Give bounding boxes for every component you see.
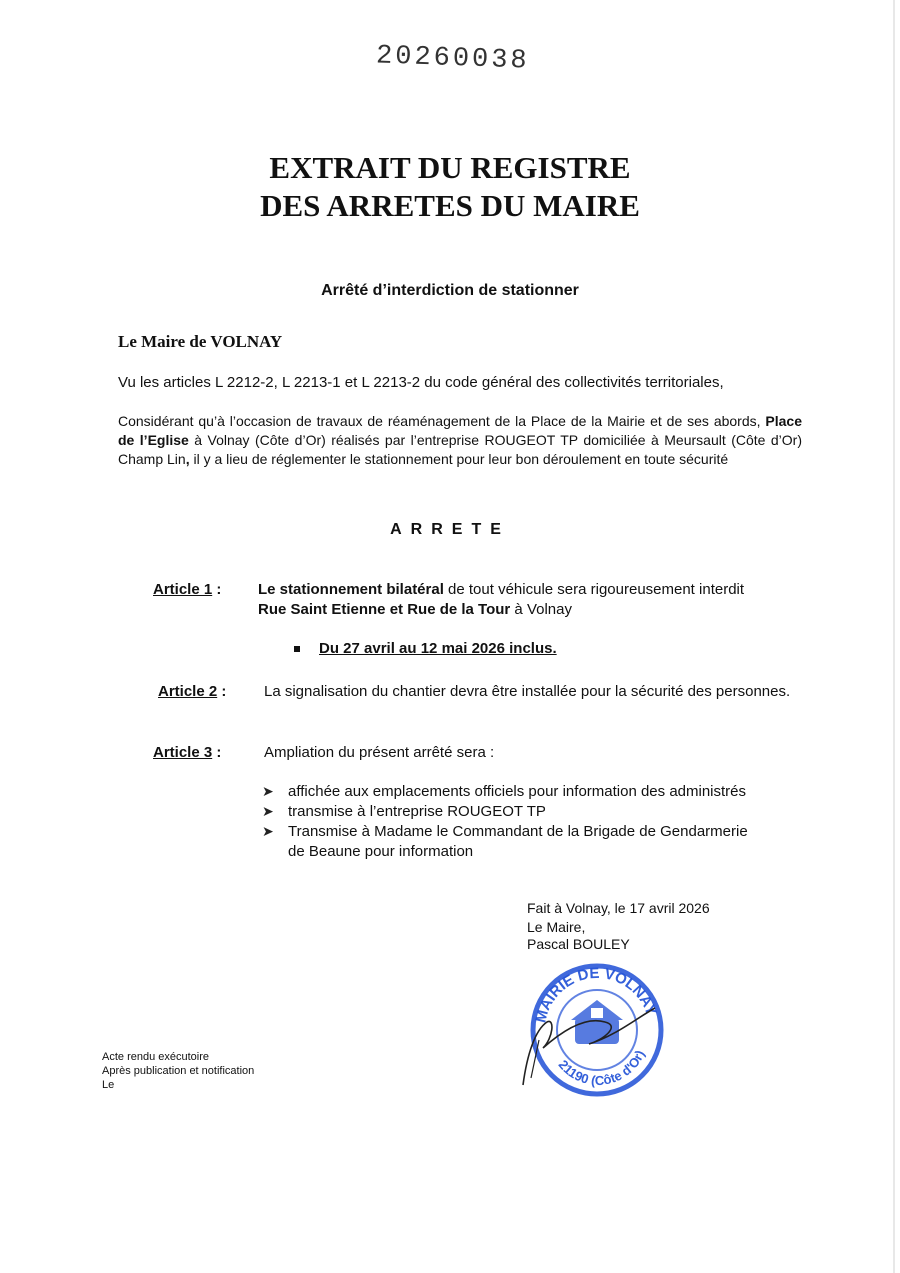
vu-paragraph: Vu les articles L 2212-2, L 2213-1 et L 2213-2 du code général des collectivités territoriales, [118, 374, 724, 391]
ampliation-item-3: Transmise à Madame le Commandant de la Brigade de Gendarmerie [288, 823, 748, 840]
article1-colon: : [212, 581, 222, 598]
registry-number: 20260038 [375, 41, 531, 77]
article2-text: La signalisation du chantier devra être installée pour la sécurité des personnes. [264, 683, 791, 700]
square-bullet-icon [294, 646, 300, 652]
article1-text2: à Volnay [510, 601, 572, 618]
article1-bold1: Le stationnement bilatéral [258, 581, 444, 598]
considerant-comma: , [185, 451, 190, 467]
mayor-seal-stamp [505, 960, 685, 1100]
article1-label-text: Article 1 [153, 581, 213, 598]
signature-place-date: Fait à Volnay, le 17 avril 2026 [527, 900, 710, 916]
article3-label [153, 744, 221, 761]
article1-text1: de tout véhicule sera rigoureusement interdit [443, 581, 745, 598]
document-title-line1: EXTRAIT DU REGISTRE [269, 150, 631, 185]
article2-label [158, 683, 226, 700]
arrete-heading: ARRETE [390, 521, 510, 538]
considerant-part1: Considérant qu’à l’occasion de travaux de réaménagement de la Place de la Mairie et de ses abords, [118, 413, 761, 429]
ampliation-item-3-continued: de Beaune pour information [288, 843, 474, 860]
seal-text-bottom: 21190 (Côte d'Or) [555, 1048, 648, 1089]
mayor-heading: Le Maire de VOLNAY [118, 332, 283, 351]
considerant-paragraph [118, 412, 802, 469]
seal-text-top: MAIRIE DE VOLNAY [532, 964, 660, 1025]
article1-bold2: Rue Saint Etienne et Rue de la Tour [258, 601, 511, 618]
article3-intro: Ampliation du présent arrêté sera : [264, 744, 495, 761]
considerant-part3: il y a lieu de réglementer le stationnement pour leur bon déroulement en toute sécurité [189, 451, 729, 467]
article1-dates: Du 27 avril au 12 mai 2026 inclus. [319, 640, 557, 657]
article1-text [258, 580, 802, 620]
footer-line1: Acte rendu exécutoire [102, 1051, 210, 1063]
footer-line3: Le [102, 1079, 115, 1091]
considerant-part2: à Volnay (Côte d’Or) réalisés par l’entreprise ROUGEOT TP domiciliée à Meursault (Côte d’Or) Champ Lin [118, 432, 802, 467]
decree-subtitle: Arrêté d’interdiction de stationner [321, 282, 579, 299]
article3-label-text: Article 3 [153, 744, 213, 761]
document-title-line2: DES ARRETES DU MAIRE [260, 188, 640, 223]
arrow-bullet-icon: ➤ [262, 823, 274, 839]
article2-colon: : [217, 683, 227, 700]
signature-name: Pascal BOULEY [527, 936, 630, 952]
seal-emblem-icon [571, 1000, 623, 1044]
article1-label [153, 581, 221, 598]
considerant-place: Place de l’Eglise [118, 413, 803, 448]
ampliation-item-1: affichée aux emplacements officiels pour information des administrés [288, 783, 747, 800]
signature-role: Le Maire, [527, 919, 586, 935]
article3-colon: : [212, 744, 222, 761]
arrow-bullet-icon: ➤ [262, 803, 274, 819]
article2-label-text: Article 2 [158, 683, 218, 700]
arrow-bullet-icon: ➤ [262, 783, 274, 799]
footer-line2: Après publication et notification [102, 1065, 255, 1077]
ampliation-item-2: transmise à l’entreprise ROUGEOT TP [288, 803, 546, 820]
